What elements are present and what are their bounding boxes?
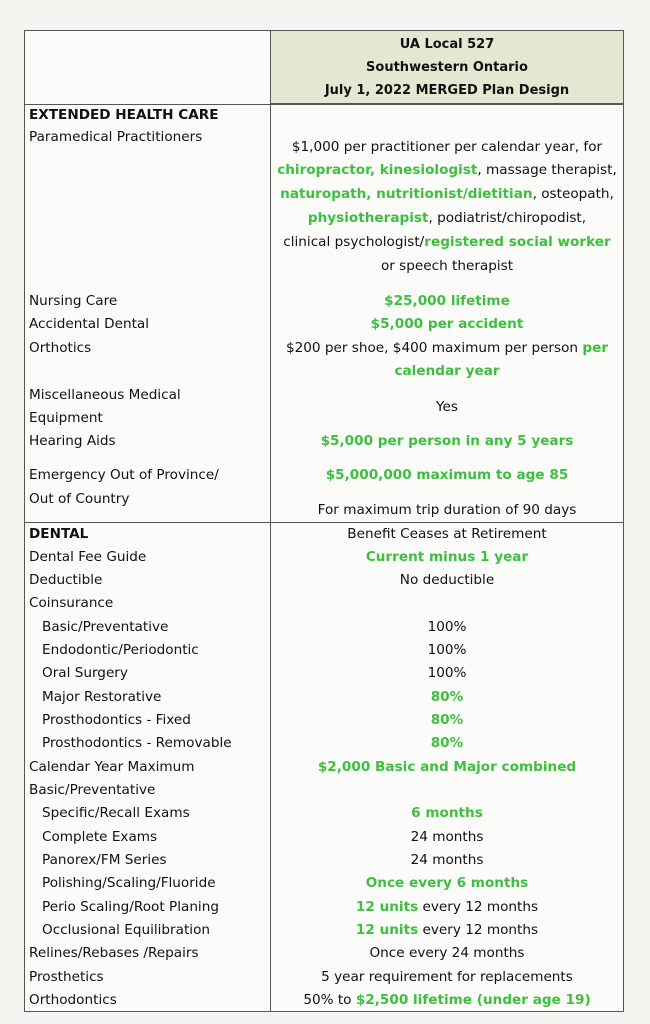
basic-prev-label: Basic/Preventative: [29, 782, 156, 798]
orthotics-value-2: calendar year: [394, 363, 500, 379]
panorex-label: Panorex/FM Series: [42, 852, 167, 868]
hearing-aids-value: $5,000 per person in any 5 years: [320, 433, 574, 449]
oral-surgery-label: Oral Surgery: [42, 665, 128, 681]
deductible-label: Deductible: [29, 572, 103, 588]
header-line-1: UA Local 527: [399, 37, 495, 52]
hearing-aids-label: Hearing Aids: [29, 433, 116, 449]
section-title-ehc: EXTENDED HEALTH CARE: [29, 107, 219, 123]
basic-value: 100%: [427, 619, 467, 635]
paramedical-line-1: $1,000 per practitioner per calendar year, for: [291, 139, 603, 155]
prosth-fixed-value: 80%: [430, 712, 464, 728]
occlusional-value: 12 units every 12 months: [355, 922, 539, 938]
accidental-dental-label: Accidental Dental: [29, 316, 150, 332]
deductible-value: No deductible: [399, 572, 495, 588]
misc-equipment-value: Yes: [436, 399, 458, 415]
misc-equipment-label-2: Equipment: [29, 410, 103, 426]
orthodontics-label: Orthodontics: [29, 992, 117, 1008]
row-divider: [25, 104, 623, 105]
polishing-label: Polishing/Scaling/Fluoride: [42, 875, 216, 891]
emergency-value-1: $5,000,000 maximum to age 85: [325, 467, 569, 483]
emergency-label-2: Out of Country: [29, 491, 130, 507]
endo-value: 100%: [427, 642, 467, 658]
perio-scaling-label: Perio Scaling/Root Planing: [42, 899, 219, 915]
orthodontics-value: 50% to $2,500 lifetime (under age 19): [303, 992, 591, 1008]
coinsurance-label: Coinsurance: [29, 595, 114, 611]
paramedical-line-4: physiotherapist, podiatrist/chiropodist,: [307, 210, 587, 226]
paramedical-line-3: naturopath, nutritionist/dietitian, osteopath,: [280, 186, 614, 202]
perio-scaling-value: 12 units every 12 months: [355, 899, 539, 915]
basic-label: Basic/Preventative: [42, 619, 169, 635]
complete-exams-value: 24 months: [410, 829, 484, 845]
recall-exams-value: 6 months: [411, 805, 483, 821]
oral-surgery-value: 100%: [427, 665, 467, 681]
misc-equipment-label-1: Miscellaneous Medical: [29, 387, 181, 403]
panorex-value: 24 months: [410, 852, 484, 868]
plan-design-table: [24, 30, 624, 1012]
cy-max-value: $2,000 Basic and Major combined: [317, 759, 577, 775]
section-divider: [25, 522, 623, 523]
plan-header: [270, 31, 623, 104]
paramedical-line-6: or speech therapist: [380, 258, 514, 274]
nursing-value: $25,000 lifetime: [384, 293, 510, 309]
accidental-dental-value: $5,000 per accident: [370, 316, 524, 332]
dental-section-value: Benefit Ceases at Retirement: [347, 526, 547, 542]
paramedical-line-5: clinical psychologist/registered social worker: [283, 234, 611, 250]
fee-guide-value: Current minus 1 year: [365, 549, 529, 565]
endo-label: Endodontic/Periodontic: [42, 642, 199, 658]
major-restorative-label: Major Restorative: [42, 689, 162, 705]
occlusional-label: Occlusional Equilibration: [42, 922, 211, 938]
orthotics-value: $200 per shoe, $400 maximum per person per: [285, 340, 609, 356]
cy-max-label: Calendar Year Maximum: [29, 759, 195, 775]
prosth-removable-label: Prosthodontics - Removable: [42, 735, 232, 751]
polishing-value: Once every 6 months: [365, 875, 529, 891]
paramedical-label: Paramedical Practitioners: [29, 129, 203, 145]
relines-value: Once every 24 months: [369, 945, 525, 961]
recall-exams-label: Specific/Recall Exams: [42, 805, 190, 821]
complete-exams-label: Complete Exams: [42, 829, 158, 845]
header-line-2: Southwestern Ontario: [366, 60, 528, 75]
prosthetics-value: 5 year requirement for replacements: [321, 969, 573, 985]
prosth-removable-value: 80%: [430, 735, 464, 751]
prosth-fixed-label: Prosthodontics - Fixed: [42, 712, 191, 728]
emergency-value-2: For maximum trip duration of 90 days: [317, 502, 577, 518]
major-restorative-value: 80%: [430, 689, 464, 705]
orthotics-label: Orthotics: [29, 340, 92, 356]
emergency-label-1: Emergency Out of Province/: [29, 467, 219, 483]
relines-label: Relines/Rebases /Repairs: [29, 945, 199, 961]
header-line-3: July 1, 2022 MERGED Plan Design: [324, 83, 570, 98]
paramedical-line-2: chiropractor, kinesiologist, massage therapist,: [277, 162, 617, 178]
fee-guide-label: Dental Fee Guide: [29, 549, 147, 565]
section-title-dental: DENTAL: [29, 526, 89, 542]
prosthetics-label: Prosthetics: [29, 969, 104, 985]
nursing-label: Nursing Care: [29, 293, 118, 309]
